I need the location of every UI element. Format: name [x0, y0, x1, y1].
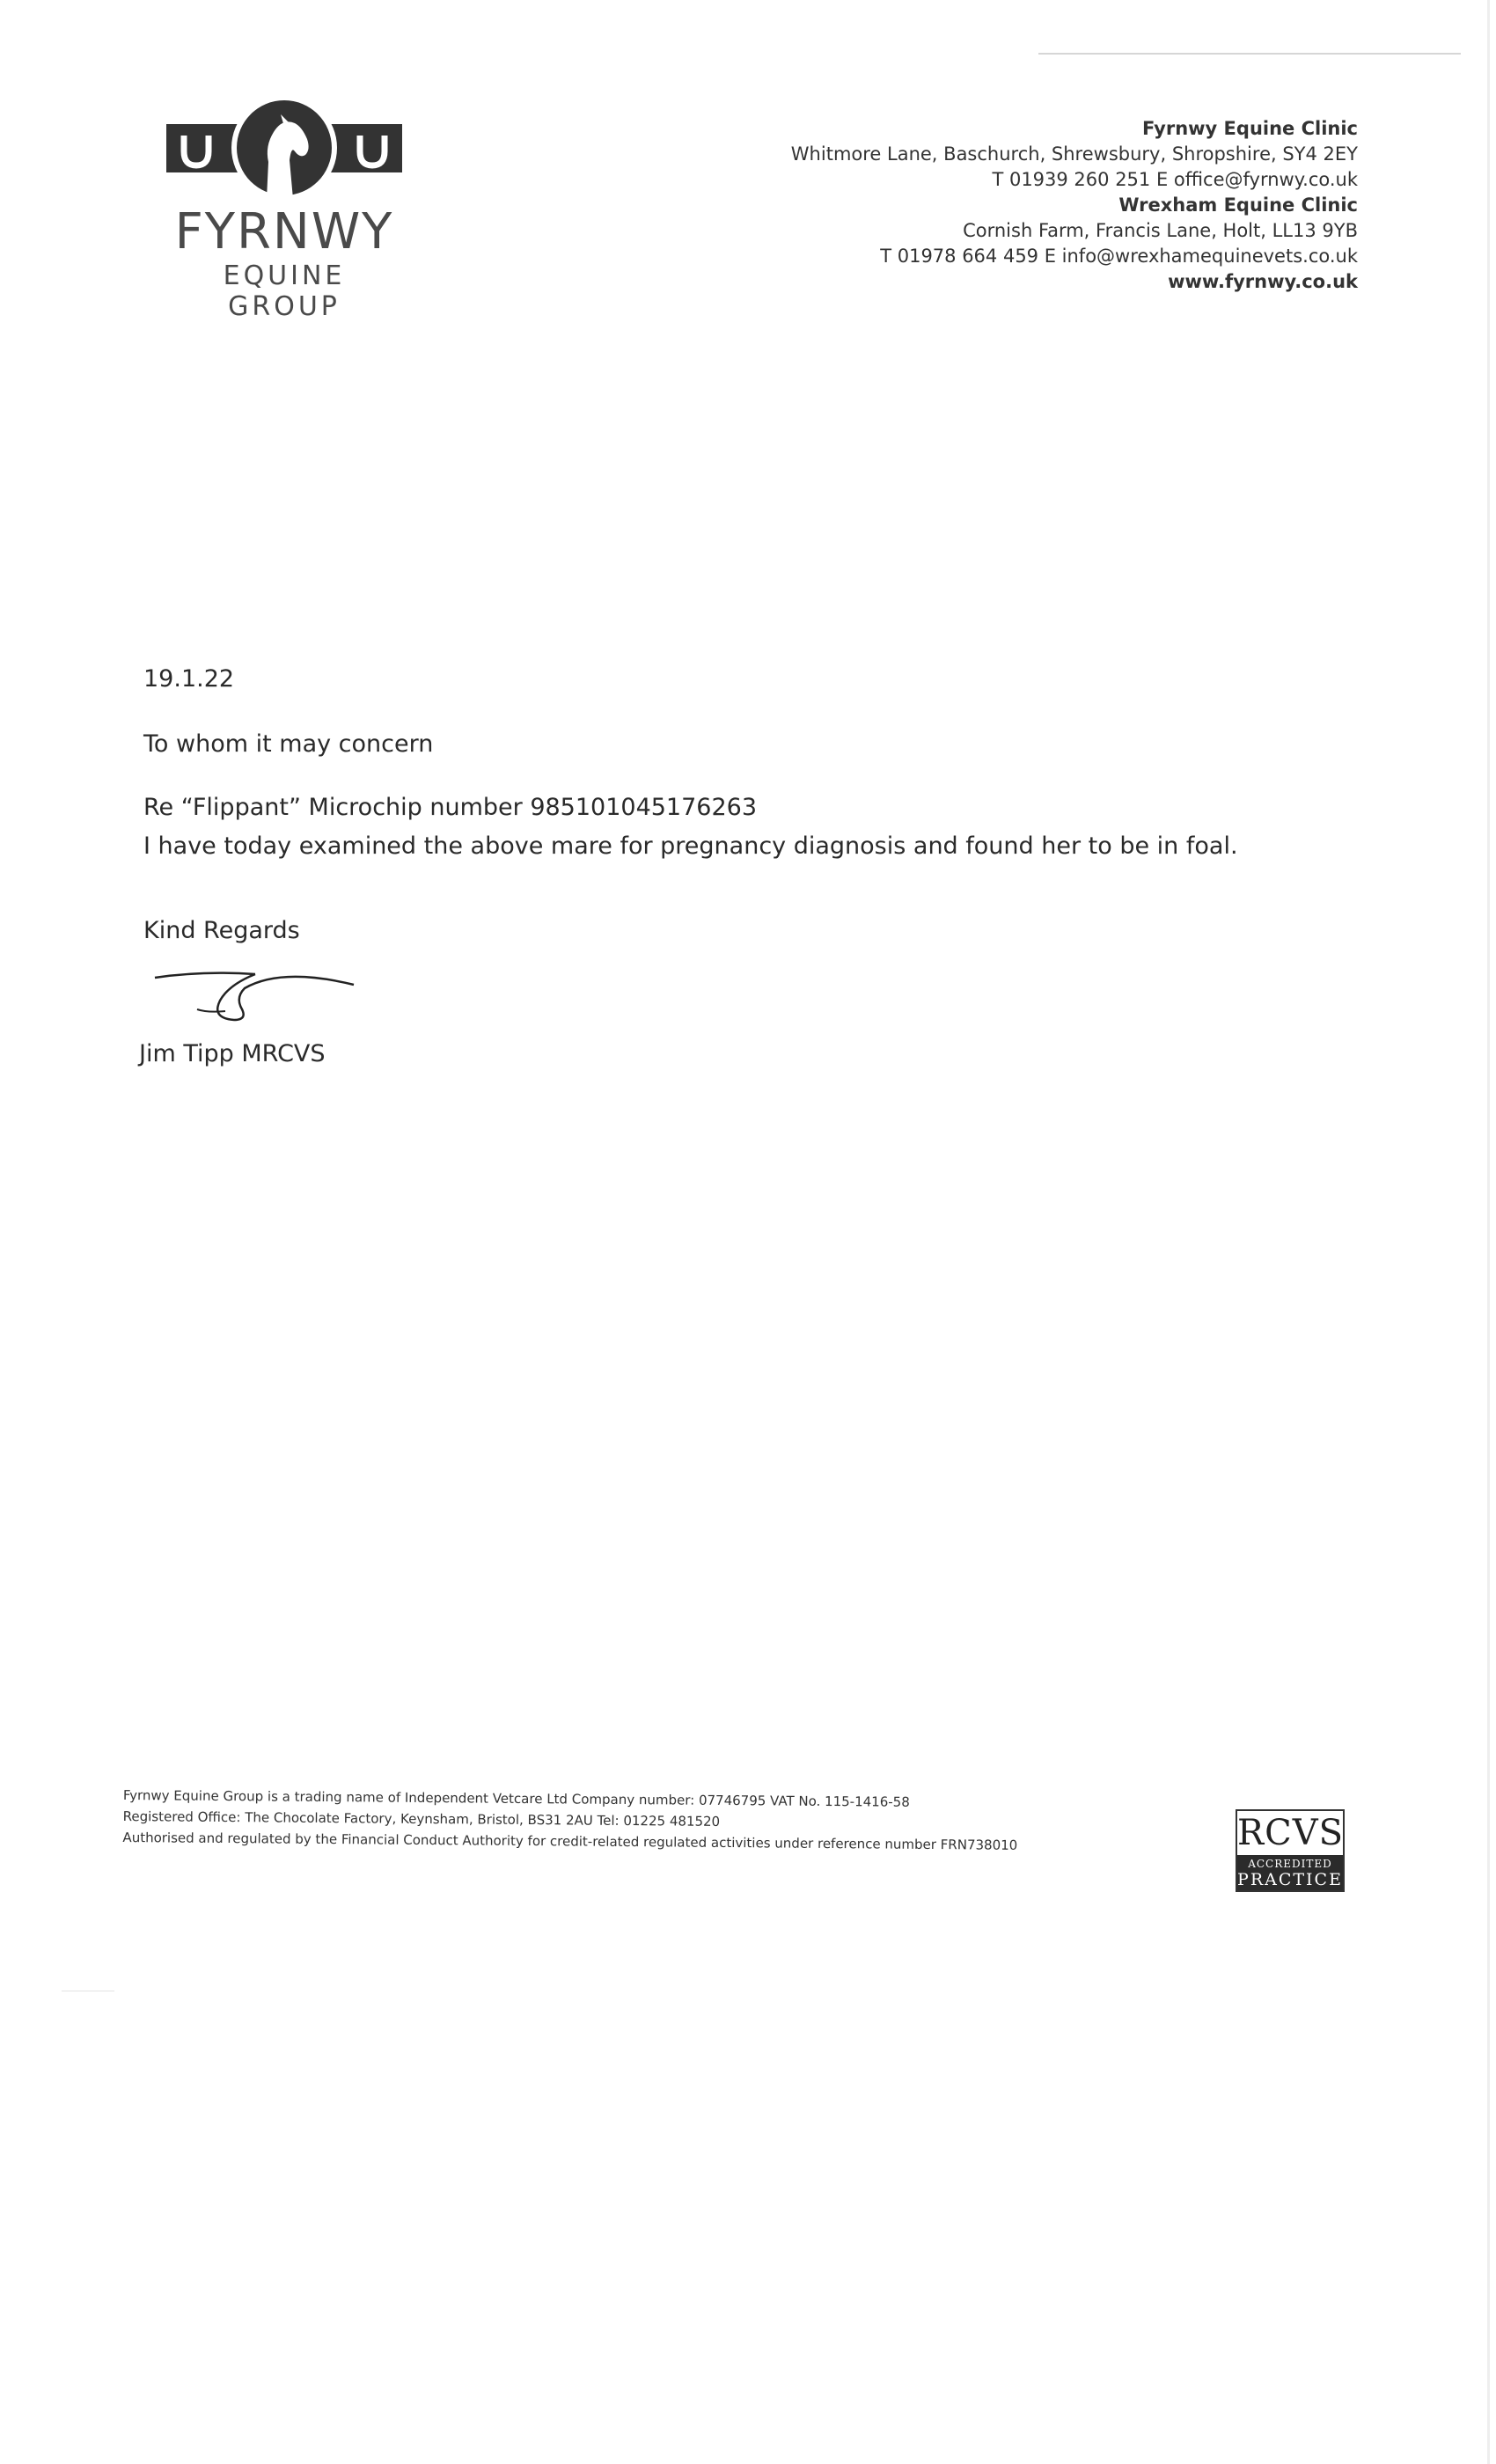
footer-line: Registered Office: The Chocolate Factory, Keynsham, Bristol, BS31 2AU Tel: 01225 481520: [122, 1808, 721, 1830]
clinic1-name: Fyrnwy Equine Clinic: [1141, 118, 1358, 139]
logo-name: FYRNWY: [174, 203, 394, 260]
horseshoe-horse-logo-icon: [161, 92, 407, 202]
clinic1-contact: T 01939 260 251 E office@fyrnwy.co.uk: [992, 169, 1358, 190]
website-link[interactable]: www.fyrnwy.co.uk: [1168, 271, 1358, 292]
footer-line: Authorised and regulated by the Financial Conduct Authority for credit-related regulated activities under reference number FRN738010: [122, 1829, 1018, 1853]
letter-body: I have today examined the above mare for pregnancy diagnosis and found her to be in foal.: [143, 832, 1238, 860]
letterhead-address: [791, 116, 1358, 295]
badge-line1: ACCREDITED: [1248, 1858, 1332, 1870]
badge-caption: [1237, 1855, 1343, 1890]
letter-closing: Kind Regards: [143, 917, 300, 944]
clinic2-address: Cornish Farm, Francis Lane, Holt, LL13 9YB: [963, 220, 1358, 241]
rcvs-accredited-badge: [1236, 1809, 1345, 1892]
letter-reference: Re “Flippant” Microchip number 985101045176263: [143, 794, 758, 821]
badge-title: RCVS: [1237, 1813, 1345, 1853]
company-logo: [161, 92, 407, 322]
scan-edge: [1038, 53, 1461, 55]
scan-edge: [1487, 0, 1490, 2464]
badge-line2: PRACTICE: [1237, 1870, 1343, 1889]
letter-date: 19.1.22: [143, 665, 235, 693]
letter-salutation: To whom it may concern: [143, 730, 434, 758]
logo-subtitle: EQUINE GROUP: [223, 260, 346, 322]
footer-legal: [122, 1785, 1017, 1856]
handwritten-signature: [150, 955, 361, 1038]
footer-line: Fyrnwy Equine Group is a trading name of Independent Vetcare Ltd Company number: 07746795 VAT No. 115-1416-58: [122, 1786, 910, 1810]
clinic1-address: Whitmore Lane, Baschurch, Shrewsbury, Shropshire, SY4 2EY: [790, 143, 1358, 165]
letter-signatory: Jim Tipp MRCVS: [139, 1040, 326, 1067]
clinic2-name: Wrexham Equine Clinic: [1118, 194, 1358, 216]
clinic2-contact: T 01978 664 459 E info@wrexhamequinevets.co.uk: [880, 246, 1358, 267]
